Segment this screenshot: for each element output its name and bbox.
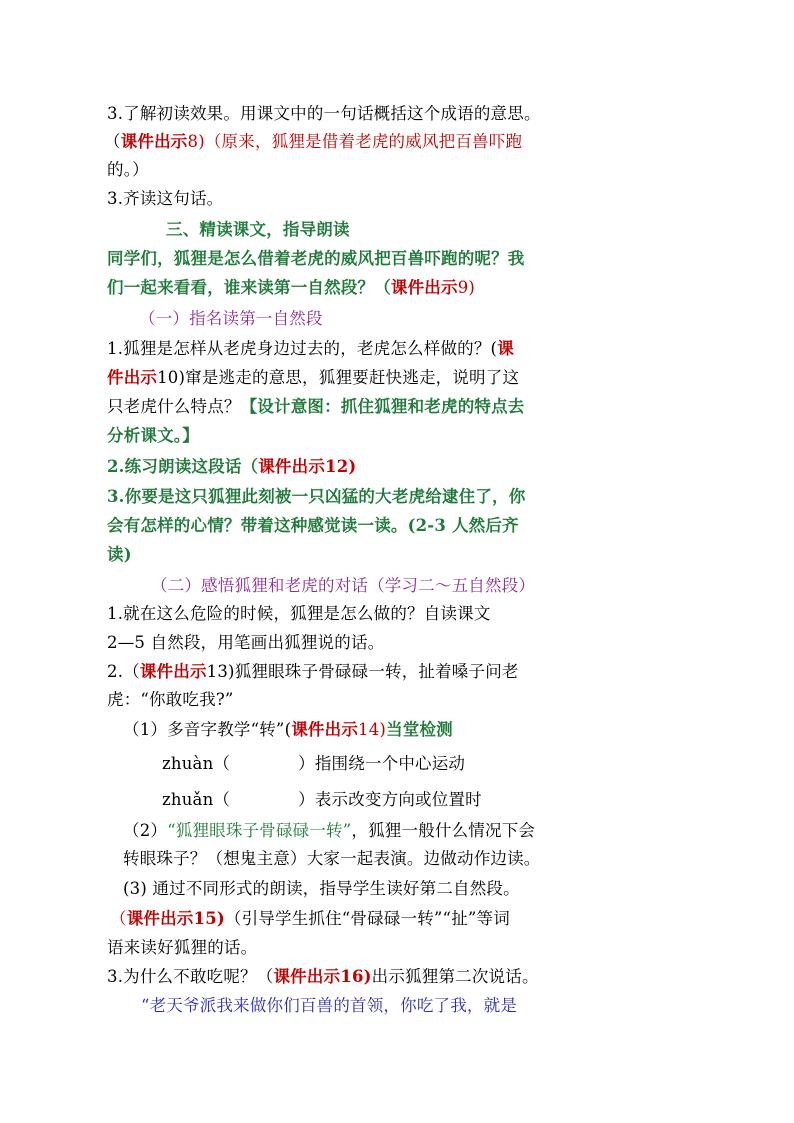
line-text: (3) 通过不同形式的朗读，指导学生读好第二自然段。 <box>123 879 520 898</box>
line-text: 3.你要是这只狐狸此刻被一只凶猛的大老虎给逮住了，你 <box>107 487 526 506</box>
pinyin-text: zhuǎn（ <box>162 790 231 809</box>
subsection-heading-1 <box>139 306 323 332</box>
text-line-15 <box>107 513 519 539</box>
line-text: ）指围绕一个中心运动 <box>298 754 466 773</box>
courseware-label: 课 <box>497 339 514 358</box>
text-line-7 <box>107 275 475 301</box>
courseware-number: 16) <box>340 967 372 986</box>
quick-check-label: 当堂检测 <box>386 720 453 739</box>
heading-text: 三、精读课文，指导朗读 <box>166 220 350 239</box>
text-line-30 <box>107 964 539 990</box>
text-line-9 <box>107 336 514 362</box>
line-text: 2.（ <box>107 662 140 681</box>
text-line-21 <box>107 687 234 713</box>
courseware-label: 课件出示 <box>126 909 194 928</box>
section-heading-3 <box>166 217 350 243</box>
line-text: 会有怎样的心情？带着这种感觉读一读。(2-3 人然后齐 <box>107 516 519 535</box>
pinyin-text: zhuàn（ <box>162 754 231 773</box>
courseware-label: 件出示 <box>107 368 158 387</box>
line-text: ，狐狸一般什么情况下会 <box>351 821 536 840</box>
courseware-label: 课件出示 <box>139 662 207 681</box>
line-text: 3.为什么不敢吃呢？（ <box>107 967 274 986</box>
line-text: 的。） <box>107 160 149 179</box>
text-line-20 <box>107 659 519 685</box>
text-line-16 <box>107 542 132 568</box>
line-text: （2） <box>123 821 168 840</box>
line-text: 10)窜是逃走的意思，狐狸要赶快逃走，说明了这 <box>157 368 520 387</box>
courseware-label: 课件出示 <box>120 132 188 151</box>
text-line-26 <box>123 846 541 872</box>
line-text: 转眼珠子？（想鬼主意）大家一起表演。边做动作边读。 <box>123 849 541 868</box>
text-line-4 <box>107 186 223 212</box>
heading-text: （一）指名读第一自然段 <box>139 309 323 328</box>
line-text: 虎：“你敢吃我?” <box>107 690 234 709</box>
text-line-29 <box>107 935 257 961</box>
line-text: 读) <box>107 545 132 564</box>
courseware-label: 课件出示 <box>258 457 326 476</box>
pinyin-line-zhuan4 <box>162 751 465 777</box>
text-line-13 <box>107 454 356 480</box>
courseware-label: 课件出示 <box>273 967 341 986</box>
text-line-28 <box>110 906 510 932</box>
text-line-19 <box>107 630 384 656</box>
text-line-2 <box>104 129 522 155</box>
pinyin-line-zhuan3 <box>162 787 482 813</box>
design-intent: 【设计意图：抓住狐狸和老虎的特点去 <box>240 397 525 416</box>
line-text: 们一起来看看，谁来读第一自然段？（ <box>107 278 391 297</box>
line-text: ）表示改变方向或位置时 <box>298 790 482 809</box>
text-line-1 <box>107 101 541 127</box>
line-text: （引导学生抓住“骨碌碌一转”“扯”等词 <box>224 909 510 928</box>
courseware-number: 15) <box>193 909 225 928</box>
text-line-11 <box>107 394 525 420</box>
design-intent: 分析课文。】 <box>107 426 199 445</box>
paren: （ <box>110 909 127 928</box>
text-line-22 <box>123 717 453 743</box>
line-text: 语来读好狐狸的话。 <box>107 938 258 957</box>
courseware-number: 14) <box>358 720 387 739</box>
courseware-label: 课件出示 <box>390 278 458 297</box>
quote-text: “狐狸眼珠子骨碌碌一转” <box>167 821 352 840</box>
text-line-31 <box>141 993 517 1019</box>
line-text: 1.就在这么危险的时候，狐狸是怎么做的？自读课文 <box>107 604 491 623</box>
text-line-6 <box>107 246 525 272</box>
courseware-number: 9) <box>457 278 476 297</box>
line-text: （1）多音字教学“转”( <box>123 720 292 739</box>
text-line-27 <box>123 876 520 902</box>
heading-text: （二）感悟狐狸和老虎的对话（学习二～五自然段） <box>151 576 536 595</box>
text-line-14 <box>107 484 525 510</box>
line-text: 1.狐狸是怎样从老虎身边过去的，老虎怎么样做的？( <box>107 339 498 358</box>
text-line-10 <box>107 365 519 391</box>
courseware-number: 12) <box>325 457 357 476</box>
text-line-25 <box>123 818 535 844</box>
line-text: 只老虎什么特点？ <box>107 397 241 416</box>
line-text: 2—5 自然段，用笔画出狐狸说的话。 <box>107 633 385 652</box>
line-text: 3.齐读这句话。 <box>107 189 224 208</box>
quote-text: “老天爷派我来做你们百兽的首领，你吃了我，就是 <box>141 996 518 1015</box>
subsection-heading-2 <box>151 573 535 599</box>
line-text: 3.了解初读效果。用课文中的一句话概括这个成语的意思。 <box>107 104 541 123</box>
line-text: 出示狐狸第二次说话。 <box>371 967 539 986</box>
text-line-12 <box>107 423 199 449</box>
text-line-18 <box>107 601 491 627</box>
courseware-label: 课件出示 <box>291 720 359 739</box>
line-text: 13)狐狸眼珠子骨碌碌一转，扯着嗓子问老 <box>206 662 519 681</box>
text-line-3 <box>107 157 149 183</box>
paren: （ <box>104 132 121 151</box>
courseware-number: 8)（原来，狐狸是借着老虎的威风把百兽吓跑 <box>187 132 523 151</box>
line-text: 同学们，狐狸是怎么借着老虎的威风把百兽吓跑的呢？我 <box>107 249 525 268</box>
line-text: 2.练习朗读这段话（ <box>107 457 259 476</box>
